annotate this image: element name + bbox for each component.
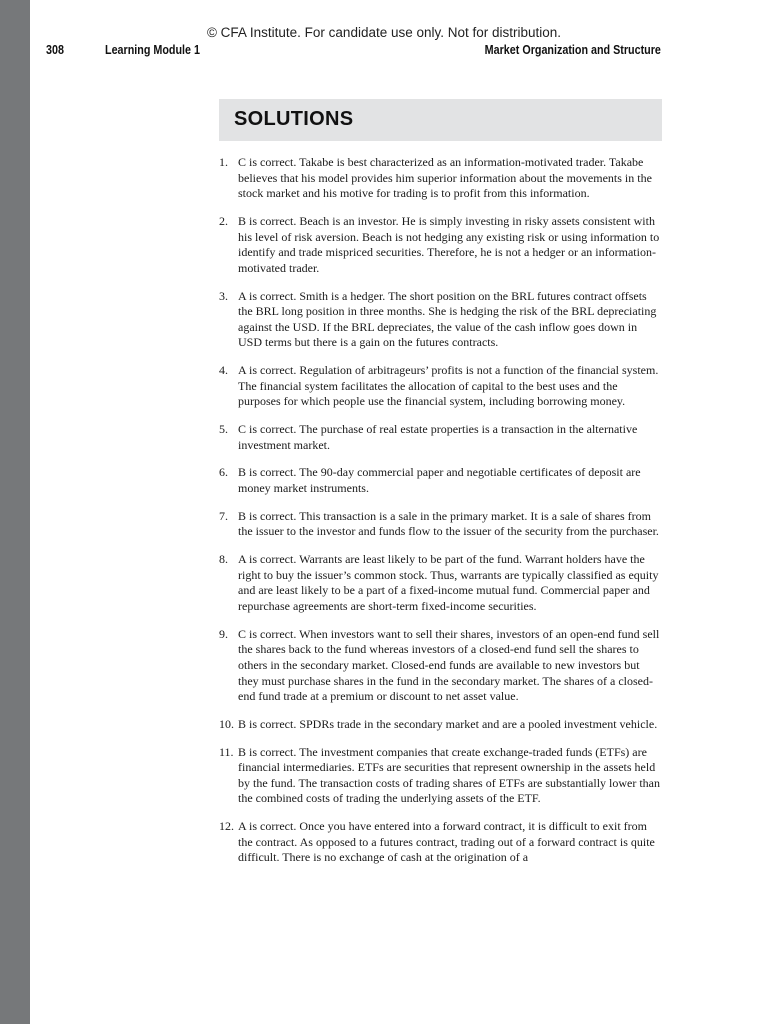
solution-text: B is correct. The 90-day commercial paper and negotiable certificates of deposit are money market instruments. bbox=[238, 465, 641, 496]
solution-number: 3. bbox=[219, 288, 228, 303]
solution-number: 1. bbox=[219, 155, 228, 169]
solution-text: A is correct. Regulation of arbitrageurs’ profits is not a function of the financial system. The financial system facilitates the allocation of capital to the best uses and the purposes for which people use the financial system, including borrowing money. bbox=[238, 363, 659, 409]
solution-number: 2. bbox=[219, 213, 228, 228]
solution-item bbox=[219, 363, 663, 410]
solution-text: A is correct. Once you have entered into a forward contract, it is difficult to exit from the contract. As opposed to a futures contract, trading out of a forward contract is quite difficult. There is no exchange of cash at the origination of a bbox=[238, 819, 655, 865]
solution-text: B is correct. This transaction is a sale in the primary market. It is a sale of shares from the issuer to the investor and funds flow to the issuer of the security from the purchaser. bbox=[238, 508, 659, 539]
solution-item bbox=[219, 552, 663, 614]
solution-number: 12. bbox=[219, 819, 234, 834]
copyright-notice: © CFA Institute. For candidate use only. Not for distribution. bbox=[206, 25, 562, 40]
solutions-list bbox=[219, 155, 663, 878]
solutions-heading-bar bbox=[219, 99, 662, 141]
solution-text: A is correct. Smith is a hedger. The short position on the BRL futures contract offsets the BRL long position in three months. She is hedging the risk of the BRL depreciating against the USD. If the BRL depreciates, the value of the cash inflow goes down in USD terms but there is a gain on the futures contracts. bbox=[238, 288, 657, 350]
left-margin-bar bbox=[0, 0, 30, 1024]
solution-number: 5. bbox=[219, 422, 228, 437]
solution-number: 8. bbox=[219, 552, 228, 567]
solution-number: 9. bbox=[219, 626, 228, 641]
solutions-heading: SOLUTIONS bbox=[234, 108, 354, 130]
solution-number: 7. bbox=[219, 508, 228, 523]
module-title: Learning Module 1 bbox=[105, 43, 200, 57]
solution-text: A is correct. Warrants are least likely to be part of the fund. Warrant holders have the right to buy the issuer’s common stock. Thus, warrants are typically classified as equity and are least likely to be a part of a fixed-income mutual fund. Commercial paper and repurchase agreements are short-term fixed-income securities. bbox=[238, 552, 659, 613]
solution-item bbox=[219, 155, 663, 202]
solution-item bbox=[219, 289, 663, 351]
solution-number: 4. bbox=[219, 363, 228, 378]
section-title: Market Organization and Structure bbox=[484, 43, 661, 57]
solution-item bbox=[219, 422, 663, 453]
solution-number: 10. bbox=[219, 716, 234, 731]
solution-text: B is correct. Beach is an investor. He is simply investing in risky assets consistent with his level of risk aversion. Beach is not hedging any existing risk or using information to identify and trade mispriced securities. Therefore, he is not a hedger or an information-motivated trader. bbox=[238, 213, 660, 275]
solution-text: C is correct. Takabe is best characterized as an information-motivated trader. Takabe believes that his model provides him superior information about the movements in the stock market and his motive for trading is to profit from this information. bbox=[238, 155, 652, 201]
solution-text: C is correct. The purchase of real estate properties is a transaction in the alternative investment market. bbox=[238, 422, 638, 452]
solution-item bbox=[219, 745, 663, 807]
solution-item bbox=[219, 627, 663, 705]
solution-text: B is correct. The investment companies that create exchange-traded funds (ETFs) are financial intermediaries. ETFs are securities that represent ownership in the assets held by the fund. The transaction costs of trading shares of ETFs are substantially lower than the combined costs of trading the underlying assets of the ETF. bbox=[238, 744, 661, 806]
page-number: 308 bbox=[46, 43, 64, 57]
solution-number: 6. bbox=[219, 465, 228, 480]
solution-item bbox=[219, 465, 663, 496]
solution-item bbox=[219, 717, 663, 733]
solution-item bbox=[219, 819, 663, 866]
solution-number: 11. bbox=[219, 744, 234, 759]
solution-text: B is correct. SPDRs trade in the secondary market and are a pooled investment vehicle. bbox=[238, 716, 658, 731]
solution-text: C is correct. When investors want to sell their shares, investors of an open-end fund sell the shares back to the fund whereas investors of a closed-end fund sell the shares to others in the secondary market. Closed-end funds are available to new investors but they must purchase shares in the fund in the secondary market. The shares of a closed-end fund trade at a premium or discount to net asset value. bbox=[238, 626, 660, 704]
solution-item bbox=[219, 214, 663, 276]
solution-item bbox=[219, 509, 663, 540]
